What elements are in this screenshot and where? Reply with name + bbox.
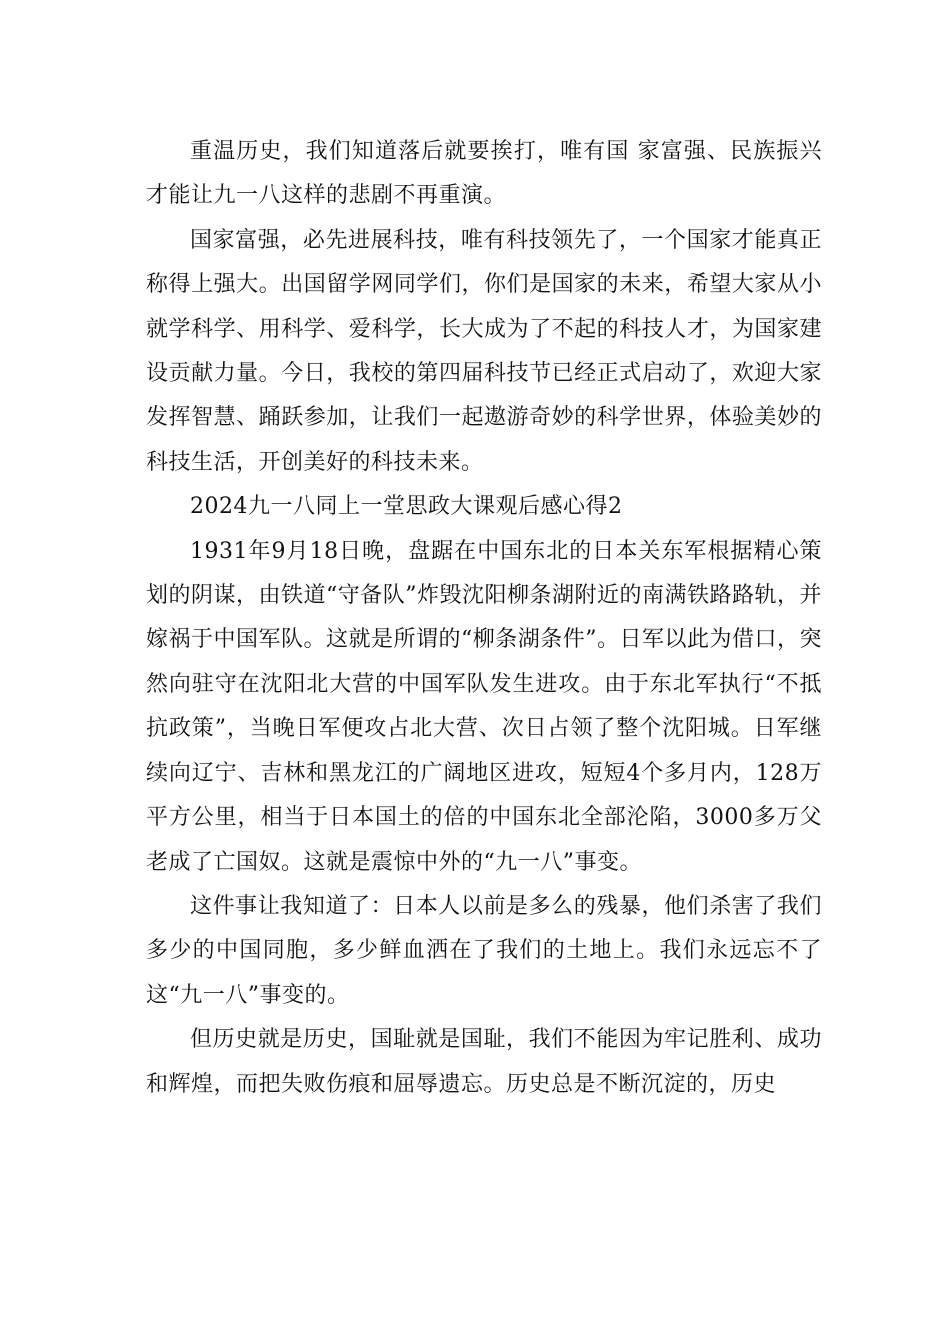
paragraph-national-humiliation: 但历史就是历史，国耻就是国耻，我们不能因为牢记胜利、成功和辉煌，而把失败伤痕和屈辱遗忘。历史总是不断沉淀的，历史 [146,1027,822,1097]
paragraph-incident-account: 1931年9月18日晚，盘踞在中国东北的日本关东军根据精心策划的阴谋，由铁道“守备队”炸毁沈阳柳条湖附近的南满铁路路轨，并嫁祸于中国军队。这就是所谓的“柳条湖条件”。日军以此为借口，突然向驻守在沈阳北大营的中国军队发生进攻。由于东北军执行“不抵抗政策”，当晚日军便攻占北大营、次日占领了整个沈阳城。日军继续向辽宁、吉林和黑龙江的广阔地区进攻，短短4个多月内，128万平方公里，相当于日本国土的倍的中国东北全部沦陷，3000多万父老成了亡国奴。这就是震惊中外的“九一八”事变。 [146,538,822,875]
document-body [146,130,822,1107]
paragraph-reflection: 这件事让我知道了：日本人以前是多么的残暴，他们杀害了我们多少的中国同胞，多少鲜血洒在了我们的土地上。我们永远忘不了这“九一八”事变的。 [146,893,822,1008]
section-heading: 2024九一八同上一堂思政大课观后感心得2 [190,494,623,520]
paragraph-science-technology: 国家富强，必先进展科技，唯有科技领先了，一个国家才能真正称得上强大。出国留学网同学们，你们是国家的未来，希望大家从小就学科学、用科学、爱科学，长大成为了不起的科技人才，为国家建设贡献力量。今日，我校的第四届科技节已经正式启动了，欢迎大家发挥智慧、踊跃参加，让我们一起遨游奇妙的科学世界，体验美妙的科技生活，开创美好的科技未来。 [146,227,822,475]
paragraph-history-lesson: 重温历史，我们知道落后就要挨打，唯有国 家富强、民族振兴才能让九一八这样的悲剧不再重演。 [146,139,822,209]
